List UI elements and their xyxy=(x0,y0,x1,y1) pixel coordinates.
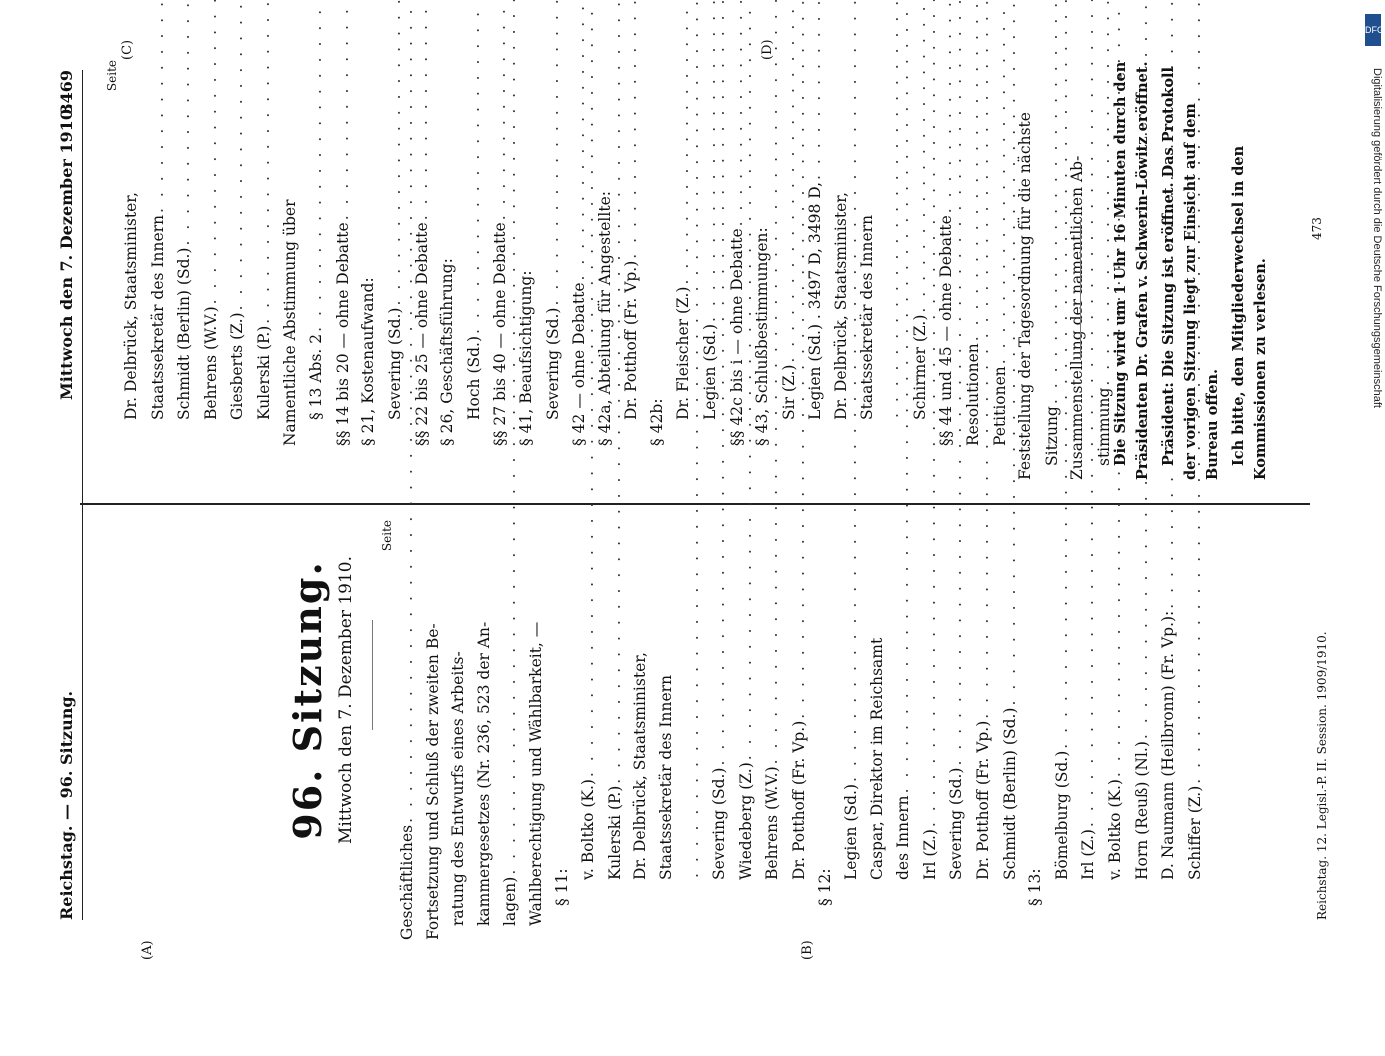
toc-entry: § 41, Beaufsichtigung: xyxy=(516,270,535,446)
margin-letter-d: (D) xyxy=(760,39,775,60)
running-head xyxy=(52,70,80,920)
toc-entry xyxy=(394,520,421,940)
leader-dots xyxy=(934,0,960,215)
toc-entry xyxy=(943,520,970,940)
leader-dots xyxy=(383,0,409,308)
toc-entry-text: §§ 27 bis 40 — ohne Debatte xyxy=(491,222,510,446)
toc-entry xyxy=(382,60,409,480)
leader-dots xyxy=(619,0,645,261)
toc-entry-text: Giesberts (Z.) xyxy=(228,312,247,420)
digitization-note: Digitalisierung gefördert durch die Deutsche Forschungsgemeinschaft xyxy=(1371,68,1383,408)
toc-entry: kammergesetzes (Nr. 236, 523 der An- xyxy=(474,621,493,926)
toc-entry: Dr. Delbrück, Staatsminister, xyxy=(631,652,650,880)
sitting-date: Mittwoch den 7. Dezember 1910. xyxy=(336,555,356,845)
toc-entry-text: Staatssekretär des Innern xyxy=(148,214,167,420)
sitting-title xyxy=(285,500,356,900)
toc-entry-text: Behrens (W.V.) xyxy=(201,306,220,420)
toc-entry-text: D. Naumann (Heilbronn) (Fr. Vp.): xyxy=(1159,610,1178,880)
toc-entry-text: Schmidt (Berlin) (Sd.) xyxy=(175,247,194,420)
toc-entry-text: Kulerski (P.) xyxy=(605,785,624,880)
toc-entry-text: Dr. Potthoff (Fr. Vp.) xyxy=(789,720,808,880)
toc-entry xyxy=(970,520,997,940)
toc-entry-text: Hoch (Sd.) xyxy=(464,335,483,420)
toc-entry: § 21, Kostenaufwand: xyxy=(359,277,378,446)
toc-entry xyxy=(251,60,278,480)
toc-entry xyxy=(802,60,829,480)
leader-dots xyxy=(908,0,934,315)
leader-dots xyxy=(304,0,330,334)
toc-entry-text: Legien (Sd.) xyxy=(701,324,720,420)
toc-entry: § 42a, Abteilung für Angestellte: xyxy=(595,191,614,446)
margin-letter-b: (B) xyxy=(800,940,815,960)
toc-entry: § 42b: xyxy=(647,398,666,446)
toc-entry xyxy=(224,60,251,480)
toc-entry-text: Severing (Sd.) xyxy=(543,307,562,420)
toc-entry-text: Horn (Reuß) (Nl.) xyxy=(1132,741,1151,880)
toc-entry-text: Schirmer (Z.) xyxy=(910,314,929,420)
toc-entry-text: § 42 — ohne Debatte xyxy=(570,282,589,446)
sitting-number: 96. Sitzung. xyxy=(285,560,330,840)
toc-entry xyxy=(697,60,724,480)
toc-entry xyxy=(1182,520,1209,940)
session-separator xyxy=(1080,220,1081,360)
leader-dots xyxy=(961,0,987,343)
right-column-contents xyxy=(105,60,1118,480)
toc-entry xyxy=(733,520,760,940)
toc-entry xyxy=(1075,520,1102,940)
leader-dots xyxy=(988,0,1014,366)
toc-entry-text: Kulerski (P.) xyxy=(254,325,273,420)
toc-entry-text: v. Boltko (K.) xyxy=(1106,779,1125,880)
toc-entry xyxy=(997,520,1024,940)
margin-letter-a: (A) xyxy=(140,940,155,960)
toc-entry: § 12: xyxy=(815,868,834,906)
leader-dots xyxy=(146,0,172,215)
toc-entry-text: Schiffer (Z.) xyxy=(1185,785,1204,880)
toc-entry xyxy=(1039,60,1066,480)
toc-entry-text: §§ 22 bis 25 — ohne Debatte xyxy=(412,222,431,446)
leader-dots xyxy=(225,0,251,312)
toc-entry-text: Dr. Fleischer (Z.) xyxy=(674,286,693,420)
toc-entry-text: Geschäftliches xyxy=(398,824,416,940)
toc-entry-text: §§ 14 bis 20 — ohne Debatte xyxy=(333,222,352,446)
leader-dots xyxy=(881,0,907,420)
toc-entry xyxy=(907,60,934,480)
leader-dots xyxy=(199,0,225,306)
digitization-strip xyxy=(1365,8,1385,996)
seite-label-right: Seite xyxy=(105,60,119,92)
toc-entry xyxy=(330,60,357,480)
toc-entry-text: Dr. Potthoff (Fr. Vp.) xyxy=(622,260,641,420)
toc-entry: Namentliche Abstimmung über xyxy=(280,199,299,446)
toc-entry-text: Severing (Sd.) xyxy=(947,767,966,880)
leader-dots xyxy=(1040,0,1066,406)
leader-dots xyxy=(803,0,829,182)
leader-dots xyxy=(725,0,751,228)
toc-entry xyxy=(566,60,593,480)
seite-label: Seite xyxy=(380,520,394,552)
toc-entry xyxy=(171,60,198,480)
toc-entry xyxy=(890,520,917,940)
toc-entry xyxy=(786,520,813,940)
toc-entry xyxy=(880,60,907,480)
toc-entry xyxy=(1102,520,1129,940)
toc-entry xyxy=(776,60,803,480)
leader-dots xyxy=(567,0,593,282)
toc-entry xyxy=(724,60,751,480)
toc-entry xyxy=(680,520,707,940)
toc-entry xyxy=(838,520,865,940)
toc-entry: § 26, Geschäftsführung: xyxy=(438,258,457,446)
toc-entry-text: Legien (Sd.) xyxy=(842,784,861,880)
toc-entry xyxy=(145,60,172,480)
toc-entry-text: Wiedeberg (Z.) xyxy=(736,762,755,880)
toc-entry: ratung des Entwurfs eines Arbeits- xyxy=(449,651,468,926)
president-request: Ich bitte, den Mitgliederwechsel in den Kommissionen zu verlesen. xyxy=(1230,145,1269,480)
leader-dots xyxy=(331,0,357,222)
leader-dots xyxy=(541,0,567,308)
leader-dots xyxy=(410,0,436,222)
title-separator xyxy=(372,620,373,730)
footer-page-number: 473 xyxy=(1310,217,1324,240)
toc-entry xyxy=(1049,520,1076,940)
toc-entry: Staatssekretär des Innern xyxy=(857,214,876,420)
toc-entry xyxy=(670,60,697,480)
toc-entry: Fortsetzung und Schluß der zweiten Be- xyxy=(423,623,442,940)
toc-entry-text: Severing (Sd.) xyxy=(710,767,729,880)
toc-entry xyxy=(602,520,629,940)
toc-entry-text: §§ 44 und 45 — ohne Debatte xyxy=(937,215,956,446)
toc-entry-text: Irl (Z.) xyxy=(920,829,939,880)
toc-entry-text: lagen) xyxy=(501,876,520,926)
toc-entry-text: des Innern xyxy=(894,795,913,880)
leader-dots xyxy=(488,0,514,222)
toc-entry-text: Bömelburg (Sd.) xyxy=(1052,750,1071,880)
leader-dots xyxy=(462,0,488,336)
toc-entry: Dr. Delbrück, Staatsminister, xyxy=(122,192,140,420)
toc-entry xyxy=(960,60,987,480)
toc-entry xyxy=(303,60,330,480)
leader-dots xyxy=(252,0,278,326)
leader-dots xyxy=(777,0,803,365)
toc-entry: § 43, Schlußbestimmungen: xyxy=(753,227,772,446)
toc-entry-text: v. Boltko (K.) xyxy=(579,779,598,880)
toc-entry xyxy=(575,520,602,940)
toc-entry xyxy=(540,60,567,480)
toc-entry-text: Legien (Sd.) . 3497 D, 3498 D, xyxy=(806,181,825,420)
toc-entry-text: §§ 42c bis i — ohne Debatte xyxy=(727,228,746,446)
toc-entry xyxy=(987,60,1014,480)
session-opening: Die Sitzung wird um 1 Uhr 16 Minuten durch den Präsidenten Dr. Grafen v. Schwerin-Löwitz eröffnet. xyxy=(1112,61,1151,480)
toc-entry: Caspar, Direktor im Reichsamt xyxy=(867,637,886,880)
toc-entry-text: Behrens (W.V.) xyxy=(763,766,782,880)
left-column-contents xyxy=(380,520,1208,940)
toc-entry-text: Dr. Potthoff (Fr. Vp.) xyxy=(974,720,993,880)
toc-entry-text: Petitionen xyxy=(990,366,1009,446)
toc-entry: Wahlberechtigung und Wählbarkeit, — xyxy=(526,621,545,926)
toc-entry: Feststellung der Tagesordnung für die nächste xyxy=(1016,112,1035,480)
toc-entry-text: Sir (Z.) xyxy=(779,364,798,420)
toc-entry xyxy=(487,60,514,480)
toc-entry: § 13: xyxy=(1026,868,1045,906)
toc-entry-text: Severing (Sd.) xyxy=(385,307,404,420)
toc-entry-text: Sitzung xyxy=(1042,406,1061,466)
president-statement: Präsident: Die Sitzung ist eröffnet. Das Protokoll der vorigen Sitzung liegt zur Einsicht auf dem Bureau offen. xyxy=(1160,66,1221,480)
header-rule xyxy=(82,70,83,920)
toc-entry-text: Schmidt (Berlin) (Sd.) xyxy=(1000,707,1019,880)
footer-note: Reichstag. 12. Legisl.-P. II. Session. 1909/1910. xyxy=(1315,631,1329,920)
toc-entry xyxy=(706,520,733,940)
toc-entry xyxy=(933,60,960,480)
running-head-left: Reichstag. — 96. Sitzung. xyxy=(57,690,76,920)
toc-entry: Zusammenstellung der namentlichen Ab- xyxy=(1068,155,1087,480)
toc-entry xyxy=(759,520,786,940)
toc-entry-text: Irl (Z.) xyxy=(1079,829,1098,880)
leader-dots xyxy=(172,0,198,248)
toc-entry: Dr. Delbrück, Staatsminister, xyxy=(832,192,851,420)
toc-entry xyxy=(409,60,436,480)
session-text xyxy=(1110,60,1276,480)
toc-entry-text: stimmung xyxy=(1094,387,1113,466)
toc-entry xyxy=(497,520,524,940)
toc-entry: Staatssekretär des Innern xyxy=(656,674,675,880)
dfg-logo: DFG xyxy=(1365,14,1381,46)
toc-entry xyxy=(1155,520,1182,940)
toc-entry xyxy=(917,520,944,940)
leader-dots xyxy=(671,0,697,287)
toc-entry xyxy=(1129,520,1156,940)
toc-entry-text: § 13 Abs. 2 xyxy=(307,333,326,420)
leader-dots xyxy=(698,0,724,324)
toc-entry: § 11: xyxy=(552,868,571,906)
margin-letter-c: (C) xyxy=(120,39,135,60)
page-number: 3469 xyxy=(57,70,76,115)
toc-entry xyxy=(198,60,225,480)
toc-entry-text: Resolutionen xyxy=(964,343,982,446)
running-head-date: Mittwoch den 7. Dezember 1910. xyxy=(57,103,76,400)
toc-entry xyxy=(618,60,645,480)
toc-entry xyxy=(461,60,488,480)
